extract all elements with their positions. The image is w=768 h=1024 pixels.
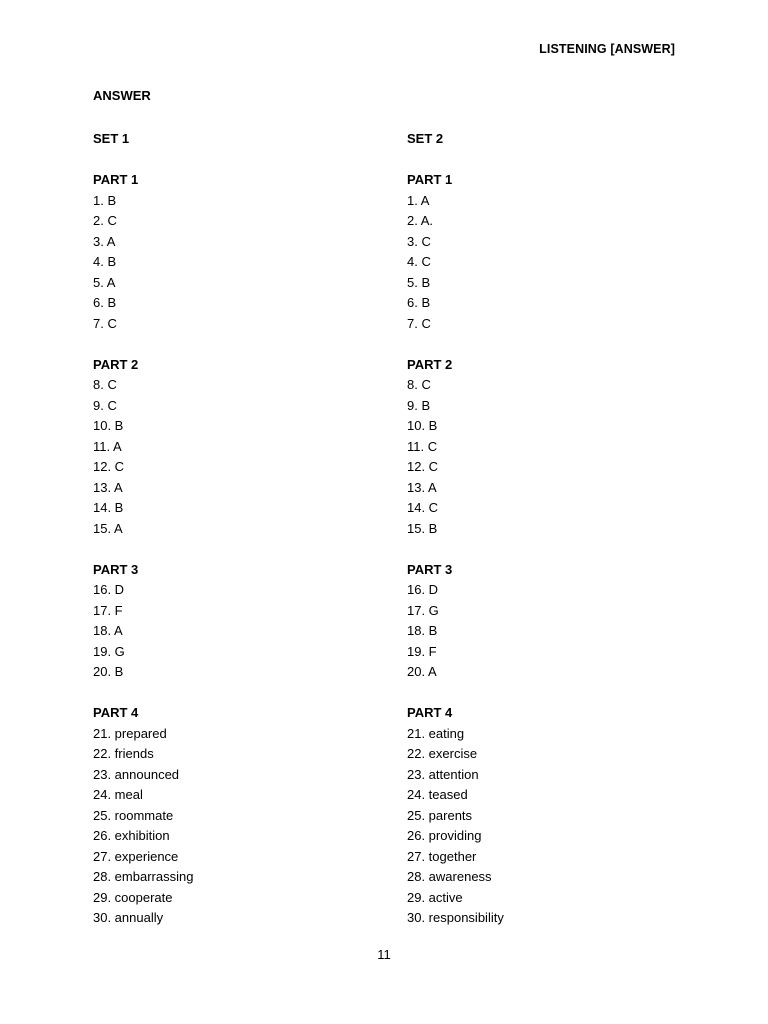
answer-item: 27. experience — [93, 848, 179, 864]
answer-item: 6. B — [407, 295, 431, 310]
answer-item: 6. B — [93, 295, 117, 310]
spacer — [93, 334, 193, 355]
page-header: LISTENING [ANSWER] — [539, 42, 675, 56]
answer-item: 11. A — [93, 438, 122, 454]
answer-item: 7. C — [93, 315, 117, 331]
spacer — [93, 539, 193, 560]
answer-item: 17. G — [407, 602, 439, 618]
set-label: SET 1 — [93, 131, 130, 146]
answer-item: 12. C — [407, 459, 439, 474]
answer-item: 20. A — [407, 664, 437, 679]
answer-item: 7. C — [407, 315, 431, 331]
page-title: ANSWER — [93, 88, 151, 103]
answer-item: 16. D — [407, 582, 439, 597]
answer-item: 20. B — [93, 664, 124, 679]
part-label: PART 1 — [93, 172, 139, 187]
set-column-2 — [407, 129, 504, 929]
answer-item: 13. A — [407, 479, 437, 495]
answer-item: 22. exercise — [407, 746, 478, 761]
answer-item: 18. A — [93, 623, 123, 638]
spacer — [93, 150, 193, 171]
answer-item: 11. C — [407, 438, 438, 454]
answer-item: 3. A — [93, 233, 116, 249]
set-label: SET 2 — [407, 131, 444, 146]
part-label: PART 3 — [407, 561, 453, 577]
answer-item: 29. active — [407, 889, 463, 905]
answer-item: 8. C — [407, 377, 431, 392]
part-label: PART 4 — [93, 705, 139, 720]
answer-item: 14. B — [93, 500, 124, 515]
answer-item: 1. B — [93, 192, 117, 208]
answer-item: 15. B — [407, 520, 438, 536]
answer-item: 24. meal — [93, 787, 143, 802]
part-label: PART 1 — [407, 172, 453, 187]
answer-item: 30. annually — [93, 910, 164, 925]
part-label: PART 2 — [93, 356, 139, 372]
answer-item: 19. G — [93, 643, 125, 659]
answer-item: 1. A — [407, 192, 430, 208]
answer-item: 2. A. — [407, 213, 434, 228]
answer-item: 10. B — [407, 418, 438, 433]
part-label: PART 3 — [93, 561, 139, 577]
answer-item: 4. B — [93, 254, 117, 269]
spacer — [407, 683, 504, 704]
answer-item: 26. providing — [407, 828, 482, 843]
answer-item: 4. C — [407, 254, 431, 269]
answer-item: 2. C — [93, 213, 117, 228]
answer-item: 18. B — [407, 623, 438, 638]
spacer — [407, 334, 504, 355]
part-label: PART 4 — [407, 705, 453, 720]
answer-item: 9. B — [407, 397, 431, 413]
answer-item: 25. roommate — [93, 807, 174, 823]
answer-item: 3. C — [407, 233, 431, 249]
page-number: 11 — [377, 947, 391, 962]
answer-item: 25. parents — [407, 807, 473, 823]
answer-item: 21. prepared — [93, 725, 167, 741]
answer-item: 29. cooperate — [93, 889, 173, 905]
answer-item: 28. awareness — [407, 869, 492, 884]
answer-item: 23. announced — [93, 766, 180, 782]
answer-item: 19. F — [407, 643, 437, 659]
answer-item: 26. exhibition — [93, 828, 170, 843]
spacer — [407, 539, 504, 560]
answer-item: 10. B — [93, 418, 124, 433]
spacer — [407, 150, 504, 171]
answer-item: 16. D — [93, 582, 125, 597]
answer-item: 9. C — [93, 397, 117, 413]
answer-item: 8. C — [93, 377, 117, 392]
answer-item: 24. teased — [407, 787, 468, 802]
answer-item: 14. C — [407, 500, 439, 515]
answer-item: 15. A — [93, 520, 123, 536]
answer-item: 27. together — [407, 848, 477, 864]
answer-item: 28. embarrassing — [93, 869, 194, 884]
spacer — [93, 683, 193, 704]
answer-item: 17. F — [93, 602, 123, 618]
answer-item: 23. attention — [407, 766, 479, 782]
answer-item: 5. B — [407, 274, 431, 290]
answer-item: 13. A — [93, 479, 123, 495]
set-column-1 — [93, 129, 193, 929]
answer-item: 22. friends — [93, 746, 154, 761]
answer-item: 12. C — [93, 459, 125, 474]
answer-item: 5. A — [93, 274, 116, 290]
part-label: PART 2 — [407, 356, 453, 372]
answer-item: 30. responsibility — [407, 910, 504, 925]
answer-item: 21. eating — [407, 725, 465, 741]
